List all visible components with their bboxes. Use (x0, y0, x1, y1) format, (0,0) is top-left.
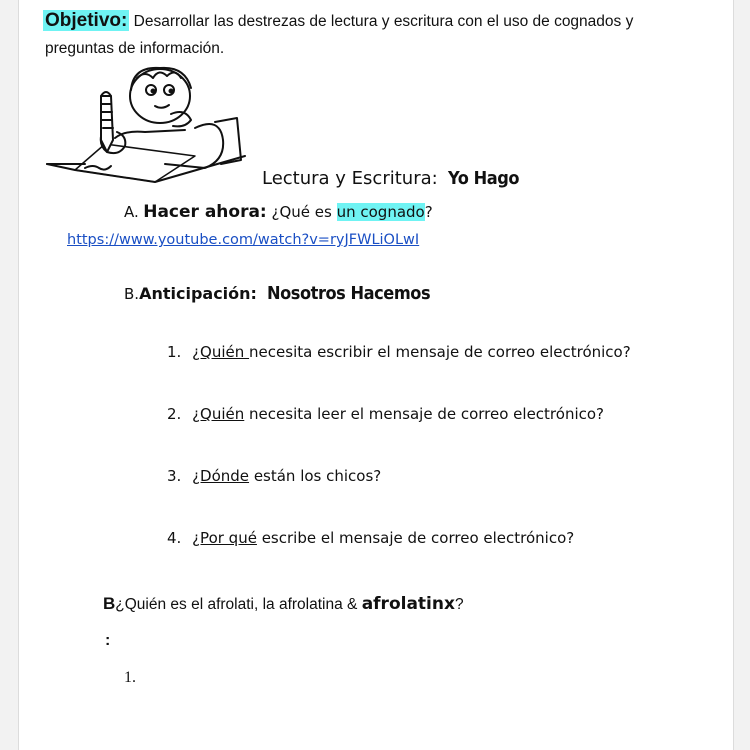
section-b2-end: ? (454, 596, 464, 613)
section-b2-line (103, 594, 464, 614)
student-writing-illustration (45, 60, 255, 188)
youtube-link-wrap (67, 231, 419, 249)
section-a-line (124, 202, 433, 222)
section-a-label: Hacer ahora: (143, 202, 267, 222)
question-2-word: ¿Quién (192, 405, 245, 423)
question-2-number: 2. (167, 405, 182, 423)
question-4-rest: escribe el mensaje de correo electrónico? (256, 529, 575, 547)
objective-text-2: preguntas de información. (45, 40, 225, 57)
afrolatinx-bold: afrolatinx (361, 594, 455, 614)
question-2-rest: necesita leer el mensaje de correo electrónico? (244, 405, 605, 423)
section-b2-colon: : (105, 632, 111, 649)
objective-line (43, 10, 633, 32)
cognado-highlight: un cognado (336, 203, 425, 221)
question-3-word: ¿Dónde (192, 467, 250, 485)
section-b-emphasis: Nosotros Hacemos (267, 283, 431, 304)
student-writing-icon (45, 60, 255, 188)
question-4-number: 4. (167, 529, 182, 547)
question-4-word: ¿Por qué (192, 529, 257, 547)
section-b-label: Anticipación: (139, 284, 257, 303)
question-1 (167, 343, 631, 361)
section-a-prefix: A. (124, 203, 139, 221)
section-a-question-end: ? (424, 203, 433, 221)
section-b2-text: ¿Quién es el afrolati, la afrolatina & (115, 596, 362, 613)
objective-text-1: Desarrollar las destrezas de lectura y escritura con el uso de cognados y (129, 13, 634, 30)
section-b-prefix: B. (124, 285, 140, 303)
question-3-rest: están los chicos? (249, 467, 382, 485)
section-b-line (124, 283, 449, 304)
youtube-link[interactable]: https://www.youtube.com/watch?v=ryJFWLiOLwI (67, 232, 420, 248)
question-4 (167, 529, 574, 547)
section-a-question-start: ¿Qué es (266, 203, 337, 221)
title-line (262, 168, 527, 189)
question-3 (167, 467, 381, 485)
objective-label: Objetivo: (45, 10, 128, 31)
title-emphasis: Yo Hago (448, 168, 520, 189)
question-2 (167, 405, 604, 423)
section-b2-prefix: B (103, 594, 116, 613)
question-1-rest: necesita escribir el mensaje de correo electrónico? (249, 343, 631, 361)
title-text: Lectura y Escritura: (262, 168, 438, 189)
document-page (18, 0, 734, 750)
section-b2-item-number: 1. (124, 669, 136, 686)
question-1-number: 1. (167, 343, 182, 361)
question-1-word: ¿Quién (192, 343, 250, 361)
question-3-number: 3. (167, 467, 182, 485)
